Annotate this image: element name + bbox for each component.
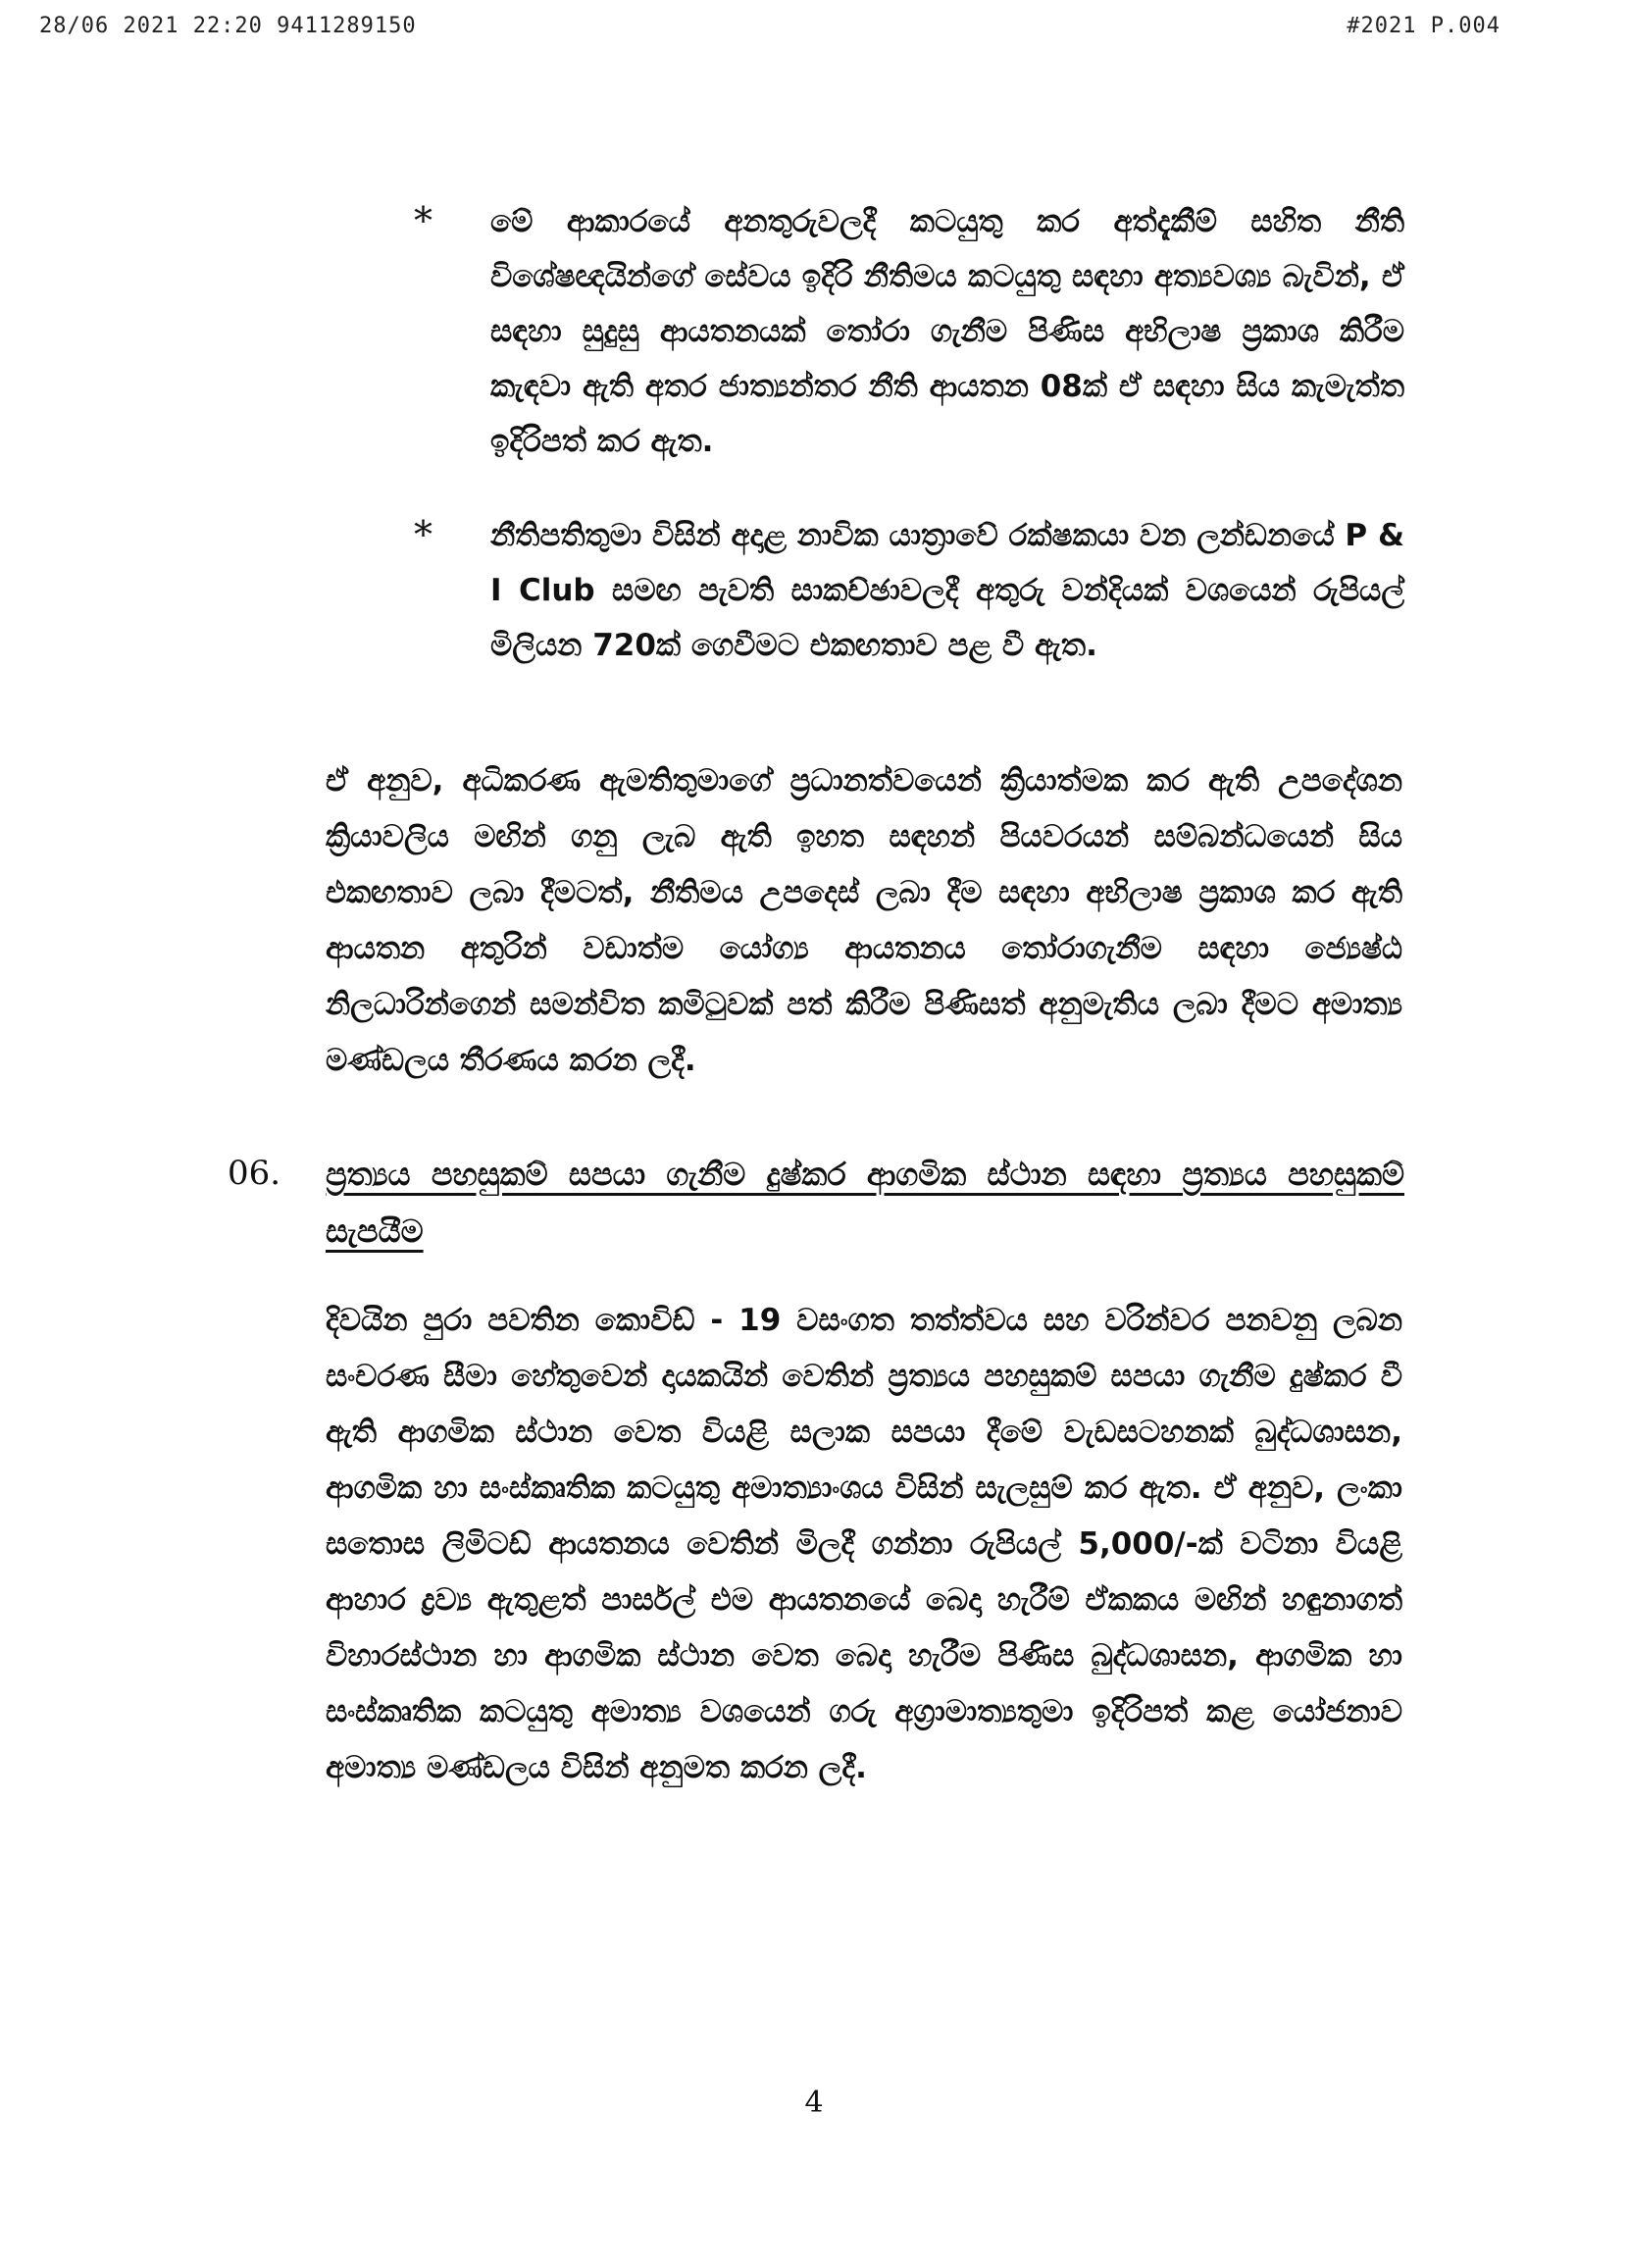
fax-page-id: #2021 P.004 — [1347, 14, 1501, 38]
bullet-text: මේ ආකාරයේ අනතුරුවලදී කටයුතු කර අත්දැකීම් සහිත නීති විශේෂඥයින්ගේ සේවය ඉදිරි නීතිමය කටයුතු සඳහා අත්‍යවශ්‍ය බැවින්, ඒ සඳහා සුදුසු ආයතනයක් තෝරා ගැනීම පිණිස අභිලාෂ ප්‍රකාශ කිරීම කැඳවා ඇති අතර ජාත්‍යන්තර නීති ආයතන 08ක් ඒ සඳහා සිය කැමැත්ත ඉදිරිපත් කර ඇත. — [490, 204, 1404, 459]
decision-paragraph: ඒ අනුව, අධිකරණ ඇමතිතුමාගේ ප්‍රධානත්වයෙන් ක්‍රියාත්මක කර ඇති උපදේශන ක්‍රියාවලිය මඟින් ගනු ලැබ ඇති ඉහත සඳහන් පියවරයන් සම්බන්ධයෙන් සිය එකඟතාව ලබා දීමටත්, නීතිමය උපදෙස් ලබා දීම සඳහා අභිලාෂ ප්‍රකාශ කර ඇති ආයතන අතුරින් වඩාත්ම යෝග්‍ය ආයතනය තෝරාගැනීම සඳහා ජ්‍යෙෂ්ඨ නිලධාරින්ගෙන් සමන්විත කමිටුවක් පත් කිරීම පිණිසත් අනුමැතිය ලබා දීමට අමාත්‍ය මණ්ඩලය තීරණය කරන ලදී. — [326, 763, 1402, 1078]
fax-transmission-info: 28/06 2021 22:20 9411289150 — [39, 14, 417, 38]
fax-header — [39, 14, 1589, 43]
bullet-asterisk: * — [414, 513, 432, 556]
bullet-item — [414, 194, 1404, 528]
bullet-asterisk: * — [414, 199, 432, 242]
section-number: 06. — [228, 1154, 281, 1193]
bullet-item — [414, 508, 1404, 724]
bullet-text: නීතිපතිතුමා විසින් අදාළ නාවික යාත්‍රාවේ රක්ෂකයා වන ලන්ඩනයේ P & I Club සමඟ පැවති සාකච්ඡාවලදී අතුරු වන්දියක් වශයෙන් රුපියල් මිලියන 720ක් ගෙවීමට එකඟතාව පළ වී ඇත. — [490, 518, 1404, 663]
section-title: ප්‍රත්‍යය පහසුකම් සපයා ගැනීම දුෂ්කර ආගමික ස්ථාන සඳහා ප්‍රත්‍යය පහසුකම් සැපයීම — [326, 1156, 1404, 1250]
section-body: දිවයින පුරා පවතින කොවිඩ් - 19 වසංගත තත්ත්වය සහ වරින්වර පනවනු ලබන සංචරණ සීමා හේතුවෙන් දායකයින් වෙතින් ප්‍රත්‍යය පහසුකම් සපයා ගැනීම දුෂ්කර වී ඇති ආගමික ස්ථාන වෙත වියළි සලාක සපයා දීමේ වැඩසටහනක් බුද්ධශාසන, ආගමික හා සංස්කෘතික කටයුතු අමාත්‍යාංශය විසින් සැලසුම් කර ඇත. ඒ අනුව, ලංකා සතොස ලිමිටඩ් ආයතනය වෙතින් මිලදී ගන්නා රුපියල් 5,000/-ක් වටිනා වියළි ආහාර ද්‍රව්‍ය ඇතුළත් පාර්සල් එම ආයතනයේ බෙදා හැරීම් ඒකකය මඟින් හඳුනාගත් විහාරස්ථාන හා ආගමික ස්ථාන වෙත බෙදා හැරීම පිණිස බුද්ධශාසන, ආගමික හා සංස්කෘතික කටයුතු අමාත්‍ය වශයෙන් ගරු අග්‍රාමාත්‍යතුමා ඉදිරිපත් කළ යෝජනාව අමාත්‍ය මණ්ඩලය විසින් අනුමත කරන ලදී. — [326, 1303, 1402, 1785]
page-number: 4 — [804, 2086, 824, 2120]
